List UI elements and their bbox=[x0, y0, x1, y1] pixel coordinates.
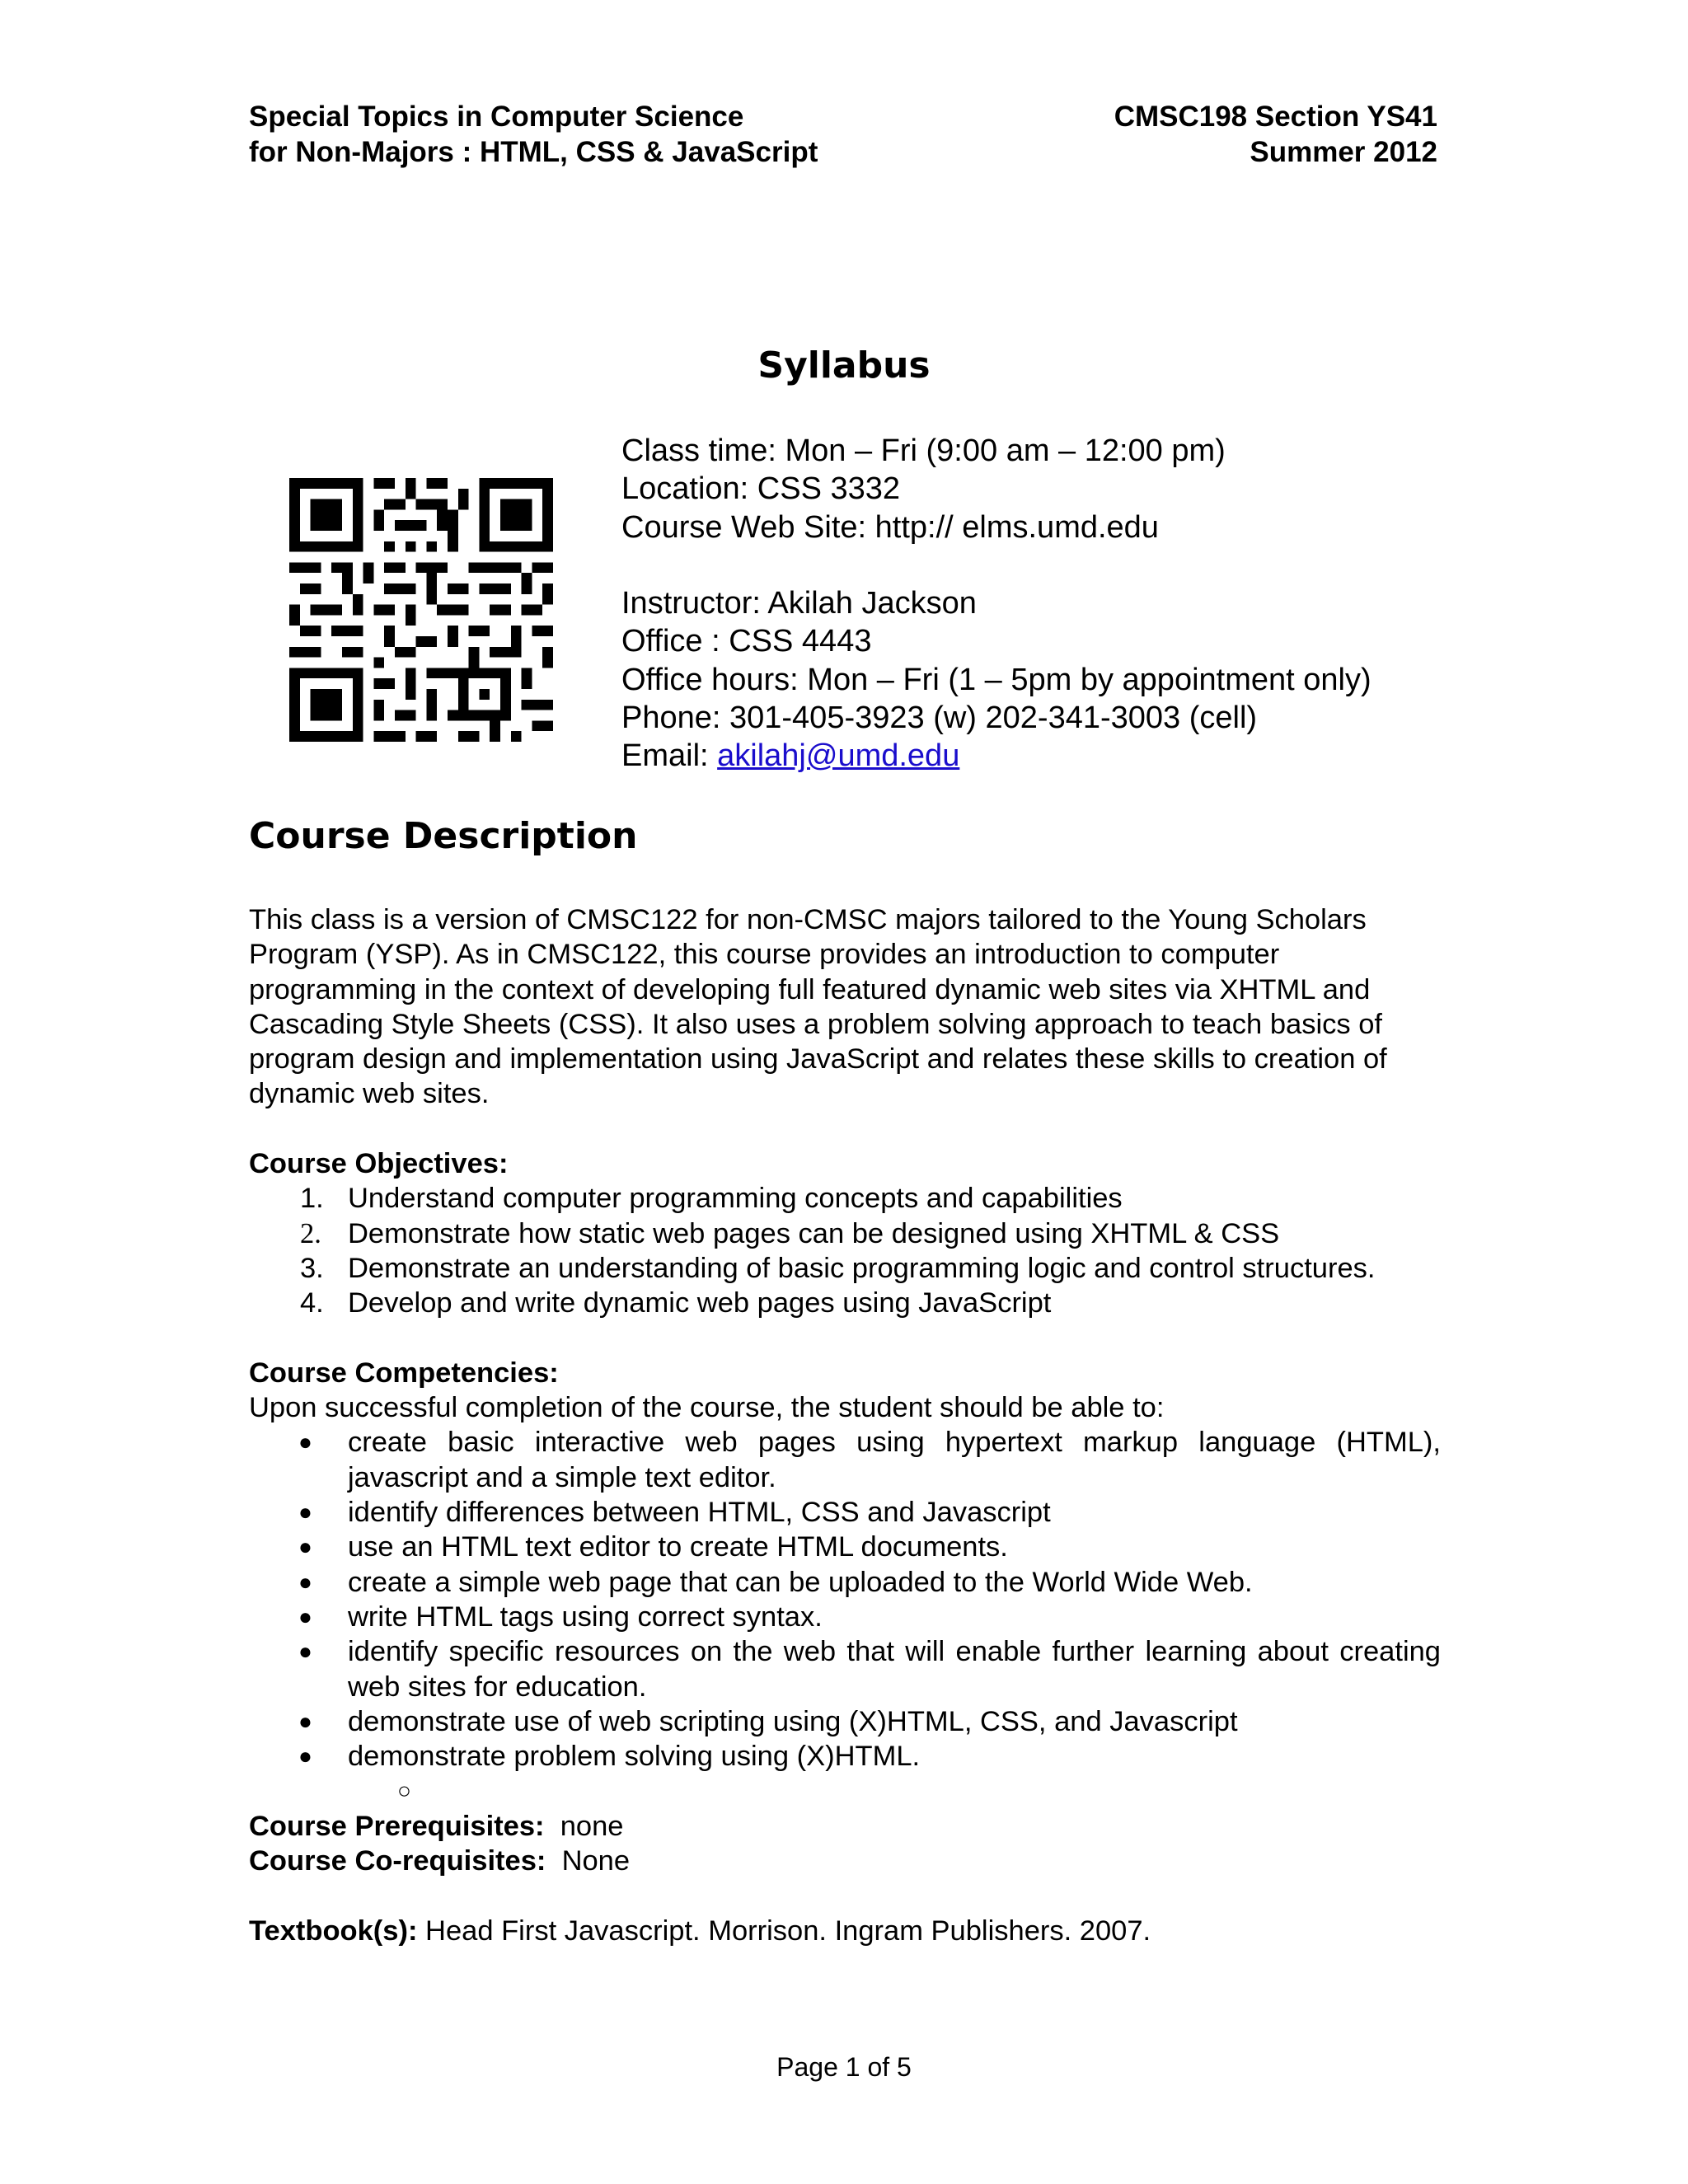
list-item-text: demonstrate use of web scripting using (X)HTML, CSS, and Javascript bbox=[348, 1705, 1238, 1737]
list-number: 4. bbox=[300, 1287, 324, 1319]
list-item bbox=[249, 1565, 1441, 1600]
list-item-text: Demonstrate an understanding of basic programming logic and control structures. bbox=[348, 1252, 1376, 1284]
list-item bbox=[249, 1286, 1441, 1320]
syllabus-body bbox=[249, 902, 1441, 1948]
instructor: Instructor: Akilah Jackson bbox=[621, 586, 977, 621]
bullet-icon: ● bbox=[298, 1603, 312, 1629]
objectives-list bbox=[249, 1181, 1441, 1320]
list-item bbox=[249, 1530, 1441, 1564]
list-item-text: create a simple web page that can be uploaded to the World Wide Web. bbox=[348, 1566, 1253, 1598]
office: Office : CSS 4443 bbox=[621, 624, 872, 659]
prerequisites-value: none bbox=[544, 1810, 624, 1842]
empty-sub-bullet-icon: ○ bbox=[397, 1778, 411, 1804]
header-left-line1: Special Topics in Computer Science bbox=[249, 101, 744, 133]
prerequisites-label: Course Prerequisites: bbox=[249, 1810, 545, 1842]
header-right-line1: CMSC198 Section YS41 bbox=[1114, 101, 1437, 133]
course-description-paragraph: This class is a version of CMSC122 for non-CMSC majors tailored to the Young Scholars Program (YSP). As in CMSC122, this course provides an introduction to computer programming in the context of developing full featured dynamic web sites via XHTML and Cascading Style Sheets (CSS). It also uses a problem solving approach to teach basics of program design and implementation using JavaScript and relates these skills to creation of dynamic web sites. bbox=[249, 904, 1387, 1110]
list-item-text: identify specific resources on the web that will enable further learning about creating web sites for education. bbox=[348, 1636, 1441, 1703]
corequisites-value: None bbox=[546, 1845, 631, 1877]
corequisites bbox=[249, 1844, 1441, 1878]
bullet-icon: ● bbox=[298, 1534, 312, 1560]
list-item-text: use an HTML text editor to create HTML documents. bbox=[348, 1531, 1008, 1563]
list-item-text: Develop and write dynamic web pages using JavaScript bbox=[348, 1287, 1052, 1319]
office-hours: Office hours: Mon – Fri (1 – 5pm by appointment only) bbox=[621, 662, 1372, 697]
course-info-block bbox=[621, 432, 1372, 776]
bullet-icon: ● bbox=[298, 1429, 312, 1455]
competencies-intro: Upon successful completion of the course, the student should be able to: bbox=[249, 1392, 1165, 1424]
header-right-line2: Summer 2012 bbox=[1250, 136, 1437, 168]
prerequisites bbox=[249, 1809, 1441, 1844]
list-item bbox=[249, 1600, 1441, 1634]
list-number: 1. bbox=[300, 1183, 324, 1215]
email-line bbox=[621, 737, 1372, 775]
list-item-text: Demonstrate how static web pages can be designed using XHTML & CSS bbox=[348, 1217, 1280, 1249]
list-item bbox=[249, 1704, 1441, 1739]
phone: Phone: 301-405-3923 (w) 202-341-3003 (cell) bbox=[621, 701, 1258, 736]
list-item bbox=[249, 1216, 1441, 1251]
bullet-icon: ● bbox=[298, 1743, 312, 1769]
corequisites-label: Course Co-requisites: bbox=[249, 1845, 546, 1877]
list-item bbox=[249, 1425, 1441, 1495]
list-item bbox=[249, 1739, 1441, 1774]
list-item bbox=[249, 1251, 1441, 1286]
competencies-list bbox=[249, 1425, 1441, 1774]
list-item-text: Understand computer programming concepts and capabilities bbox=[348, 1183, 1123, 1215]
list-item-text: demonstrate problem solving using (X)HTML. bbox=[348, 1741, 921, 1773]
list-item-text: identify differences between HTML, CSS and Javascript bbox=[348, 1497, 1051, 1529]
email-label: Email: bbox=[621, 738, 718, 774]
location: Location: CSS 3332 bbox=[621, 471, 901, 507]
list-number: 2. bbox=[300, 1217, 321, 1249]
email-link[interactable]: akilahj@umd.edu bbox=[717, 738, 960, 774]
textbook bbox=[249, 1914, 1441, 1948]
list-item bbox=[249, 1634, 1441, 1704]
page-title: Syllabus bbox=[757, 344, 931, 387]
list-item-text: create basic interactive web pages using hypertext markup language (HTML), javascript and a simple text editor. bbox=[348, 1427, 1441, 1493]
list-number: 3. bbox=[300, 1252, 324, 1284]
textbook-value: Head First Javascript. Morrison. Ingram Publishers. 2007. bbox=[417, 1915, 1151, 1947]
list-item-text: write HTML tags using correct syntax. bbox=[348, 1601, 823, 1633]
bullet-icon: ● bbox=[298, 1568, 312, 1595]
bullet-icon: ● bbox=[298, 1638, 312, 1665]
bullet-icon: ● bbox=[298, 1708, 312, 1734]
class-time: Class time: Mon – Fri (9:00 am – 12:00 pm) bbox=[621, 434, 1226, 468]
bullet-icon: ● bbox=[298, 1499, 312, 1526]
list-item bbox=[249, 1181, 1441, 1216]
header-course-section bbox=[1114, 99, 1437, 170]
header-left-line2: for Non-Majors : HTML, CSS & JavaScript bbox=[249, 136, 818, 168]
course-description-heading: Course Description bbox=[249, 815, 638, 857]
qr-code-image bbox=[289, 478, 553, 742]
course-web-site: Course Web Site: http:// elms.umd.edu bbox=[621, 509, 1159, 545]
page-number-footer: Page 1 of 5 bbox=[776, 2052, 912, 2082]
objectives-heading: Course Objectives: bbox=[249, 1148, 509, 1180]
competencies-heading: Course Competencies: bbox=[249, 1357, 559, 1389]
list-item bbox=[249, 1495, 1441, 1530]
textbook-label: Textbook(s): bbox=[249, 1915, 418, 1947]
header-course-title bbox=[249, 99, 818, 170]
